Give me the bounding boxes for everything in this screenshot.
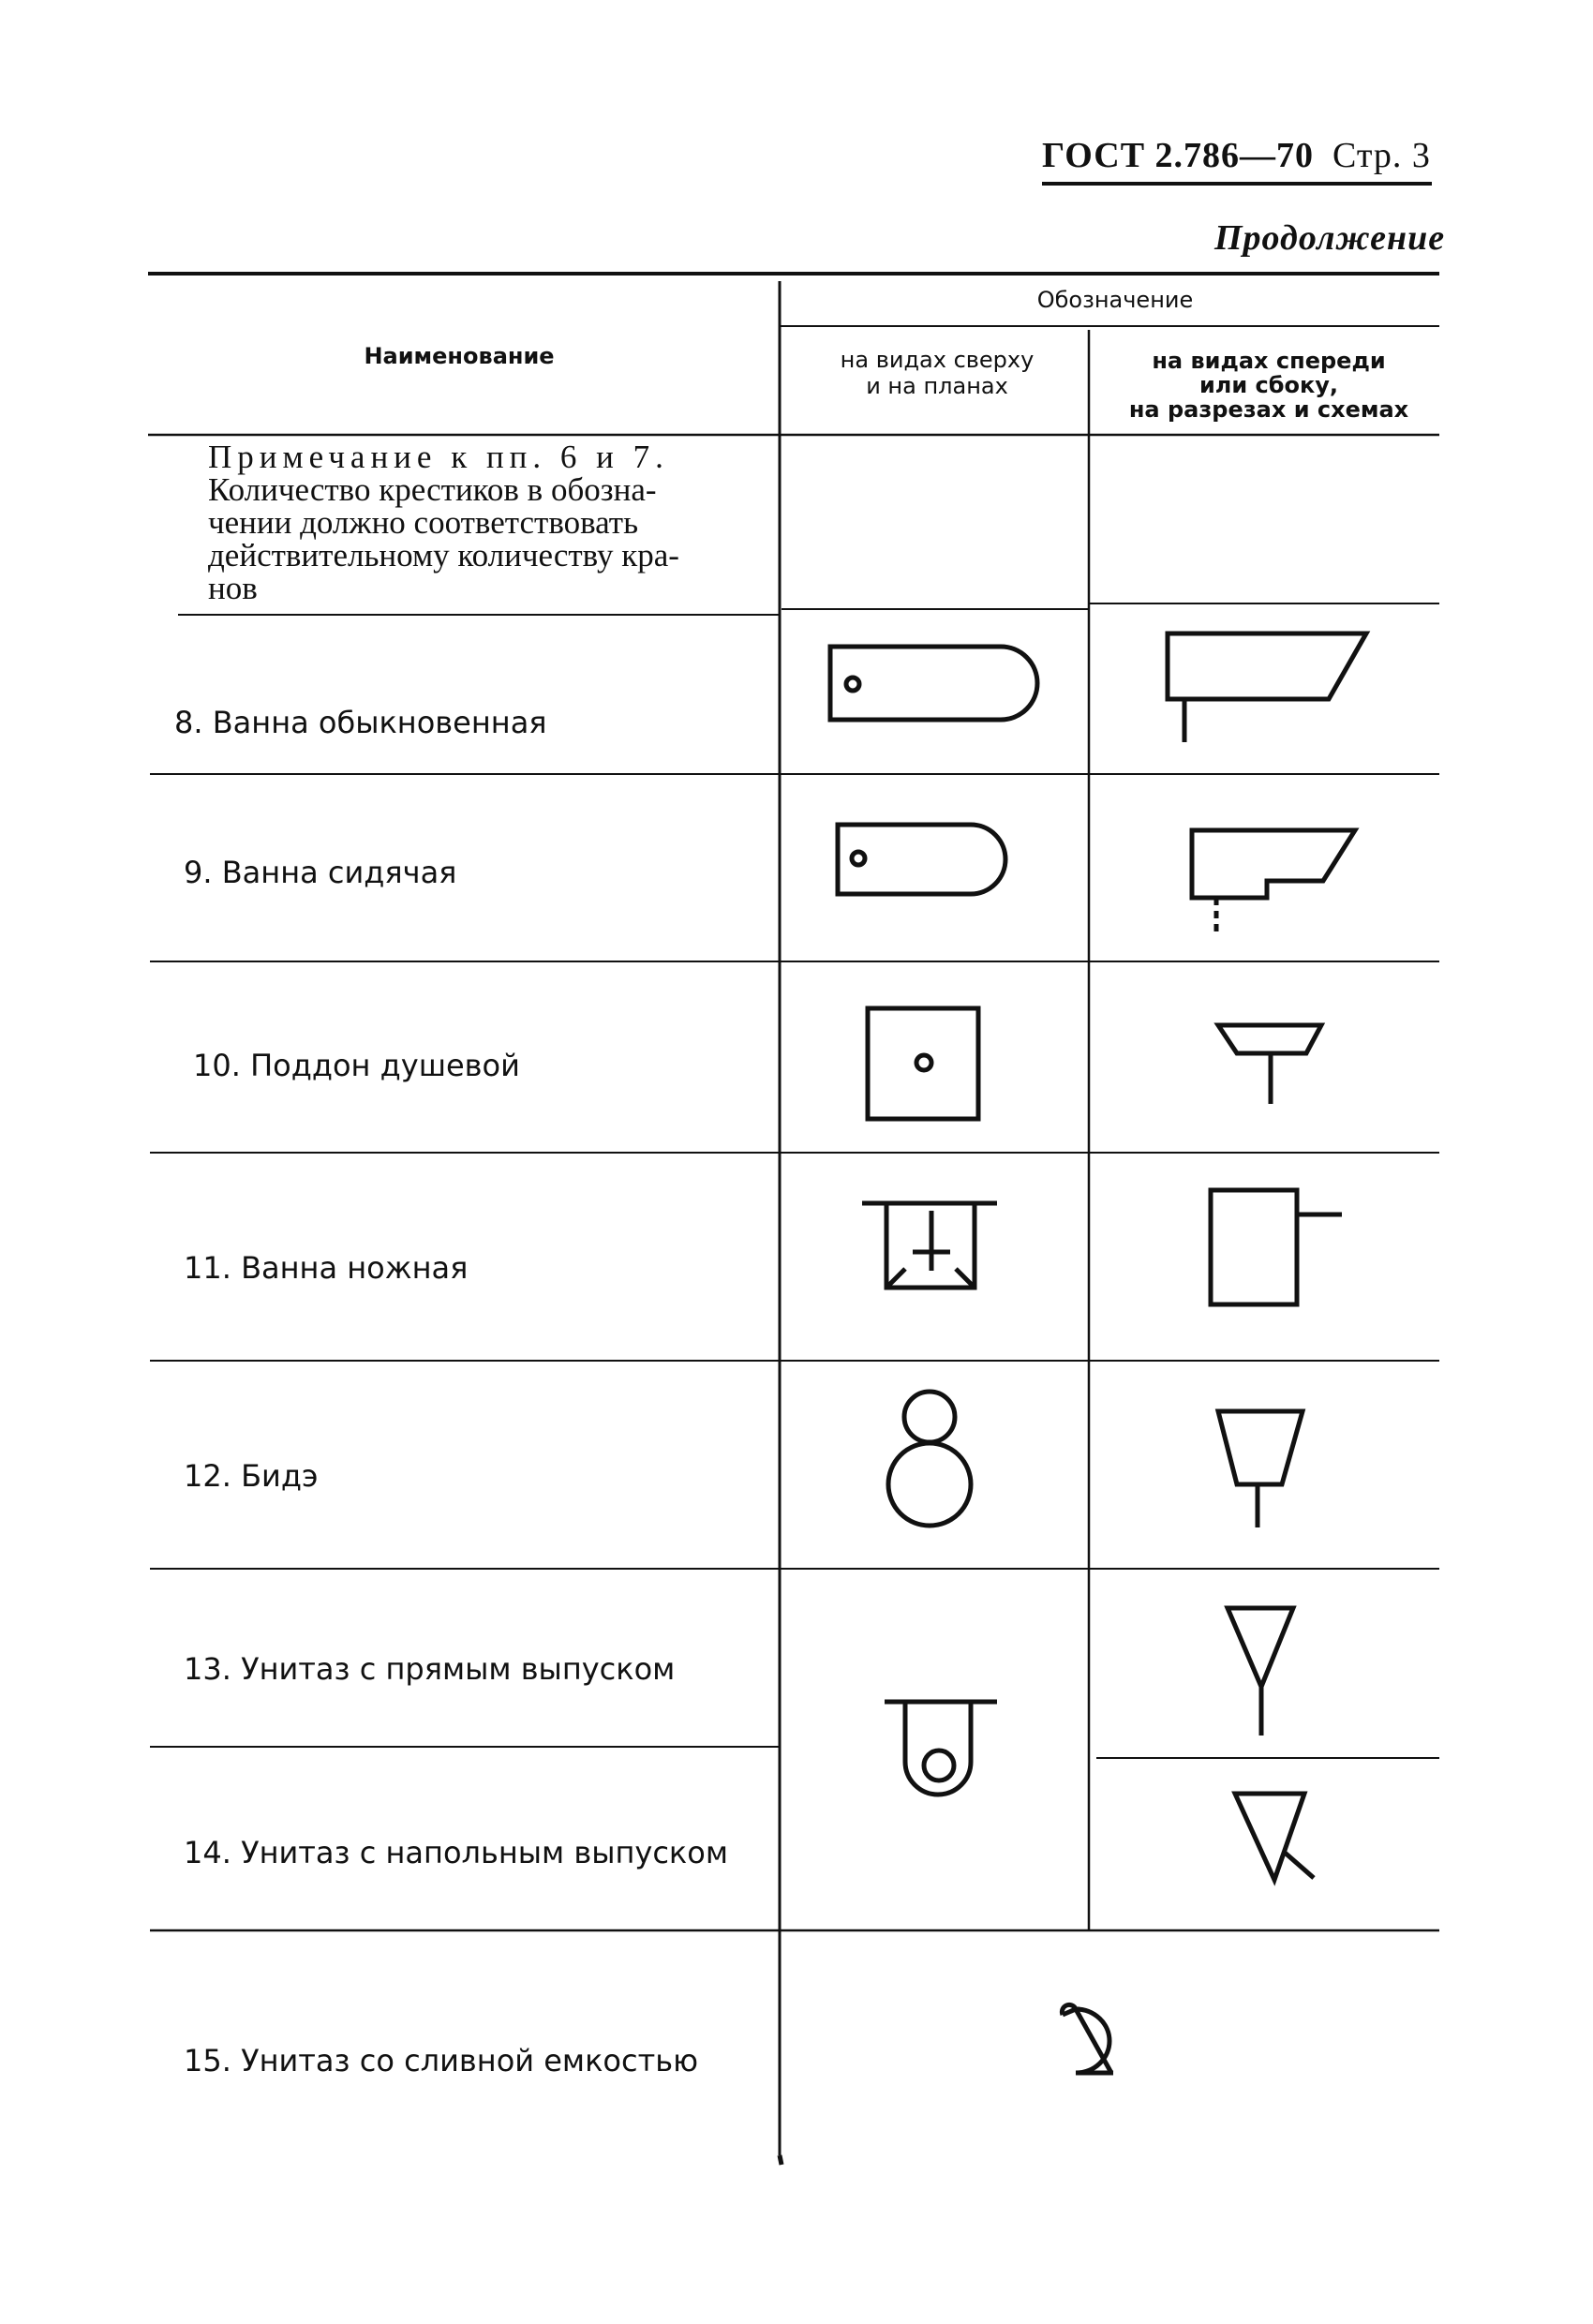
- toilet-straight-outlet-front-icon: [1228, 1608, 1293, 1736]
- bath-sitting-top-icon: [838, 825, 1005, 894]
- row-label-bidet: 12. Бидэ: [184, 1458, 319, 1494]
- row-label-foot-bath: 11. Ванна ножная: [184, 1250, 469, 1286]
- continuation-label: Продолжение: [1214, 218, 1446, 258]
- table-grid: [148, 274, 1439, 2165]
- column-header-name: Наименование: [364, 343, 555, 369]
- row-label-toilet-floor: 14. Унитаз с напольным выпуском: [184, 1835, 728, 1870]
- bath-sitting-front-icon: [1192, 830, 1355, 937]
- standard-number: ГОСТ 2.786—70: [1042, 136, 1315, 175]
- note-line: чении должно соответствовать: [208, 504, 639, 541]
- shower-tray-front-icon: [1218, 1025, 1321, 1104]
- row-label-bath-regular: 8. Ванна обыкновенная: [174, 705, 547, 740]
- row-label-toilet-cistern: 15. Унитаз со сливной емкостью: [184, 2043, 698, 2078]
- foot-bath-top-icon: [862, 1203, 997, 1288]
- toilet-top-icon: [885, 1702, 997, 1795]
- note-line: действительному количеству кра-: [208, 537, 679, 574]
- row-label-shower-tray: 10. Поддон душевой: [193, 1048, 520, 1083]
- bidet-front-icon: [1218, 1411, 1303, 1527]
- page-number: Стр. 3: [1332, 136, 1431, 175]
- subcolumn-header-front-view: на видах спереди или сбоку, на разрезах и схемах: [1128, 348, 1409, 423]
- shower-tray-top-icon: [868, 1008, 978, 1119]
- bath-regular-front-icon: [1168, 633, 1366, 742]
- toilet-cistern-icon: [1062, 2004, 1113, 2073]
- note-line: Количество крестиков в обозна-: [208, 471, 657, 508]
- bidet-top-icon: [888, 1392, 971, 1526]
- note-lead: Примечание к пп. 6 и 7.: [208, 439, 669, 475]
- row-label-bath-sitting: 9. Ванна сидячая: [184, 855, 457, 890]
- note-line: нов: [208, 570, 258, 606]
- toilet-floor-outlet-front-icon: [1235, 1794, 1314, 1880]
- row-label-toilet-straight: 13. Унитаз с прямым выпуском: [184, 1651, 676, 1687]
- column-header-designation: Обозначение: [1036, 287, 1194, 313]
- foot-bath-front-icon: [1211, 1190, 1342, 1304]
- subcolumn-header-top-view: на видах сверху и на планах: [840, 347, 1035, 399]
- bath-regular-top-icon: [830, 647, 1037, 720]
